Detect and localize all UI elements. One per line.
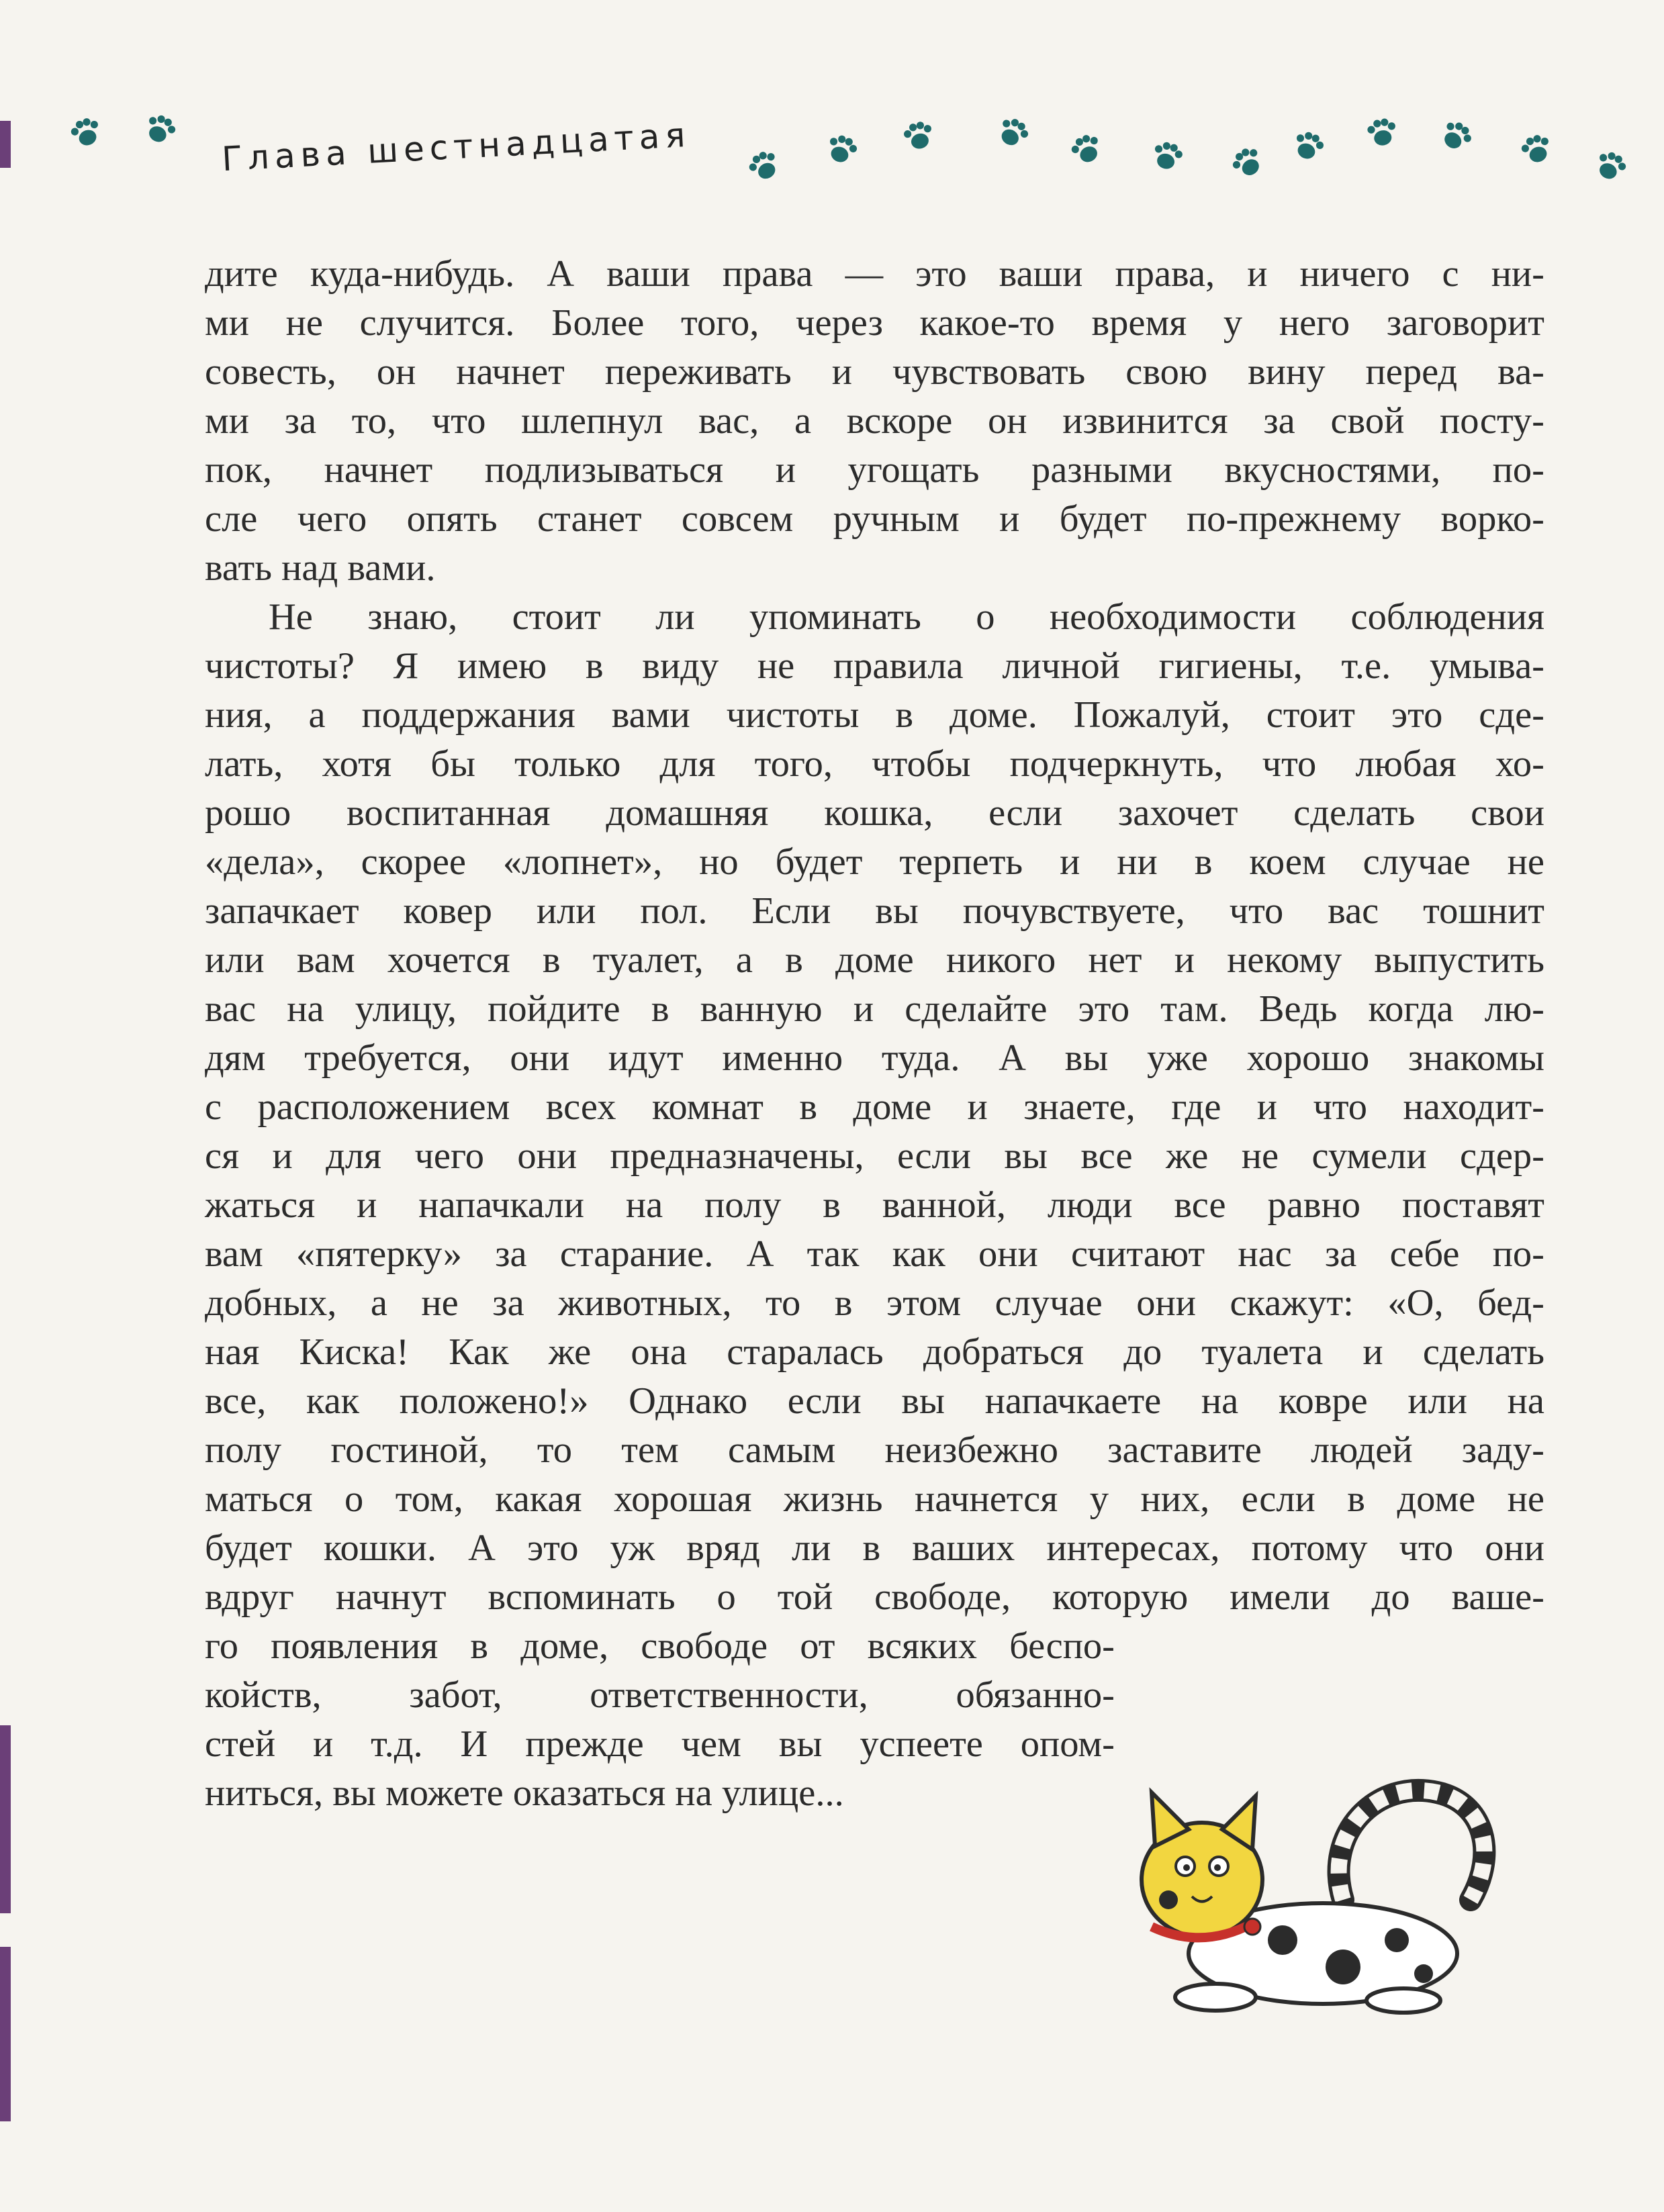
text-line: вдруг начнут вспоминать о той свободе, которую имели до ваше- — [205, 1576, 1544, 1618]
text-line: ная Киска! Как же она старалась добраться до туалета и сделать — [205, 1331, 1544, 1373]
text-line: совесть, он начнет переживать и чувствовать свою вину перед ва- — [205, 351, 1544, 393]
paw-print-icon — [1284, 122, 1332, 171]
text-line: ния, а поддержания вами чистоты в доме. Пожалуй, стоит это сде- — [205, 694, 1544, 736]
text-line: рошо воспитанная домашняя кошка, если захочет сделать свои — [205, 792, 1544, 834]
text-line: ся и для чего они предназначены, если вы все же не сумели сдер- — [205, 1135, 1544, 1177]
text-line: лать, хотя бы только для того, чтобы подчеркнуть, что любая хо- — [205, 743, 1544, 785]
paw-print-icon — [739, 141, 790, 192]
paw-print-icon — [817, 126, 866, 174]
text-line: стей и т.д. И прежде чем вы успеете опом- — [205, 1723, 1115, 1765]
text-line: дям требуется, они идут именно туда. А вы уже хорошо знакомы — [205, 1037, 1544, 1079]
binding-mark — [0, 1947, 11, 2121]
paragraph — [205, 593, 1544, 1818]
text-line: вас на улицу, пойдите в ванную и сделайте это там. Ведь когда лю- — [205, 988, 1544, 1030]
text-line: вам «пятерку» за старание. А так как они считают нас за себе по- — [205, 1233, 1544, 1275]
paw-print-icon — [1062, 125, 1111, 175]
text-line: чистоты? Я имею в виду не правила личной гигиены, т.е. умыва- — [205, 645, 1544, 687]
paw-print-icon — [1360, 111, 1404, 155]
paragraph — [205, 250, 1544, 593]
text-line: пок, начнет подлизываться и угощать разными вкусностями, по- — [205, 449, 1544, 491]
paw-print-icon — [1430, 110, 1482, 162]
paw-print-icon — [1221, 137, 1274, 189]
paw-print-icon — [896, 113, 942, 160]
text-line: полу гостиной, то тем самым неизбежно заставите людей заду- — [205, 1429, 1544, 1471]
text-line: маться о том, какая хорошая жизнь начнется у них, если в доме не — [205, 1478, 1544, 1520]
text-line: дите куда-нибудь. А ваши права — это ваши права, и ничего с ни- — [205, 253, 1544, 295]
text-line: все, как положено!» Однако если вы напачкаете на ковре или на — [205, 1380, 1544, 1422]
text-line: сле чего опять станет совсем ручным и будет по-прежнему ворко- — [205, 498, 1544, 540]
cat-illustration — [1121, 1772, 1497, 2021]
paw-print-icon — [62, 109, 110, 157]
paw-print-icon — [1144, 134, 1191, 180]
chapter-title: Глава шестнадцатая — [220, 115, 692, 179]
body-text — [205, 250, 1544, 1818]
text-line: ми не случится. Более того, через какое-то время у него заговорит — [205, 302, 1544, 344]
text-line: будет кошки. А это уж вряд ли в ваших интересах, потому что они — [205, 1527, 1544, 1569]
text-line: или вам хочется в туалет, а в доме никого нет и некому выпустить — [205, 939, 1544, 981]
text-line: Не знаю, стоит ли упоминать о необходимости соблюдения — [269, 596, 1544, 638]
text-line: «дела», скорее «лопнет», но будет терпеть и ни в коем случае не — [205, 841, 1544, 883]
text-line: ми за то, что шлепнул вас, а вскоре он извинится за свой посту- — [205, 400, 1544, 442]
text-line: го появления в доме, свободе от всяких беспо- — [205, 1625, 1115, 1667]
text-line: вать над вами. — [205, 547, 436, 589]
text-line: ниться, вы можете оказаться на улице... — [205, 1772, 844, 1814]
text-line: койств, забот, ответственности, обязанно- — [205, 1674, 1115, 1716]
paw-print-icon — [135, 105, 185, 154]
binding-mark — [0, 1725, 11, 1913]
text-line: жаться и напачкали на полу в ванной, люди все равно поставят — [205, 1184, 1544, 1226]
paw-print-icon — [1585, 142, 1635, 191]
text-line: добных, а не за животных, то в этом случае они скажут: «О, бед- — [205, 1282, 1544, 1324]
paw-print-icon — [987, 107, 1038, 158]
paw-print-icon — [1512, 126, 1561, 174]
text-line: с расположением всех комнат в доме и знаете, где и что находит- — [205, 1086, 1544, 1128]
text-line: запачкает ковер или пол. Если вы почувствуете, что вас тошнит — [205, 890, 1544, 932]
